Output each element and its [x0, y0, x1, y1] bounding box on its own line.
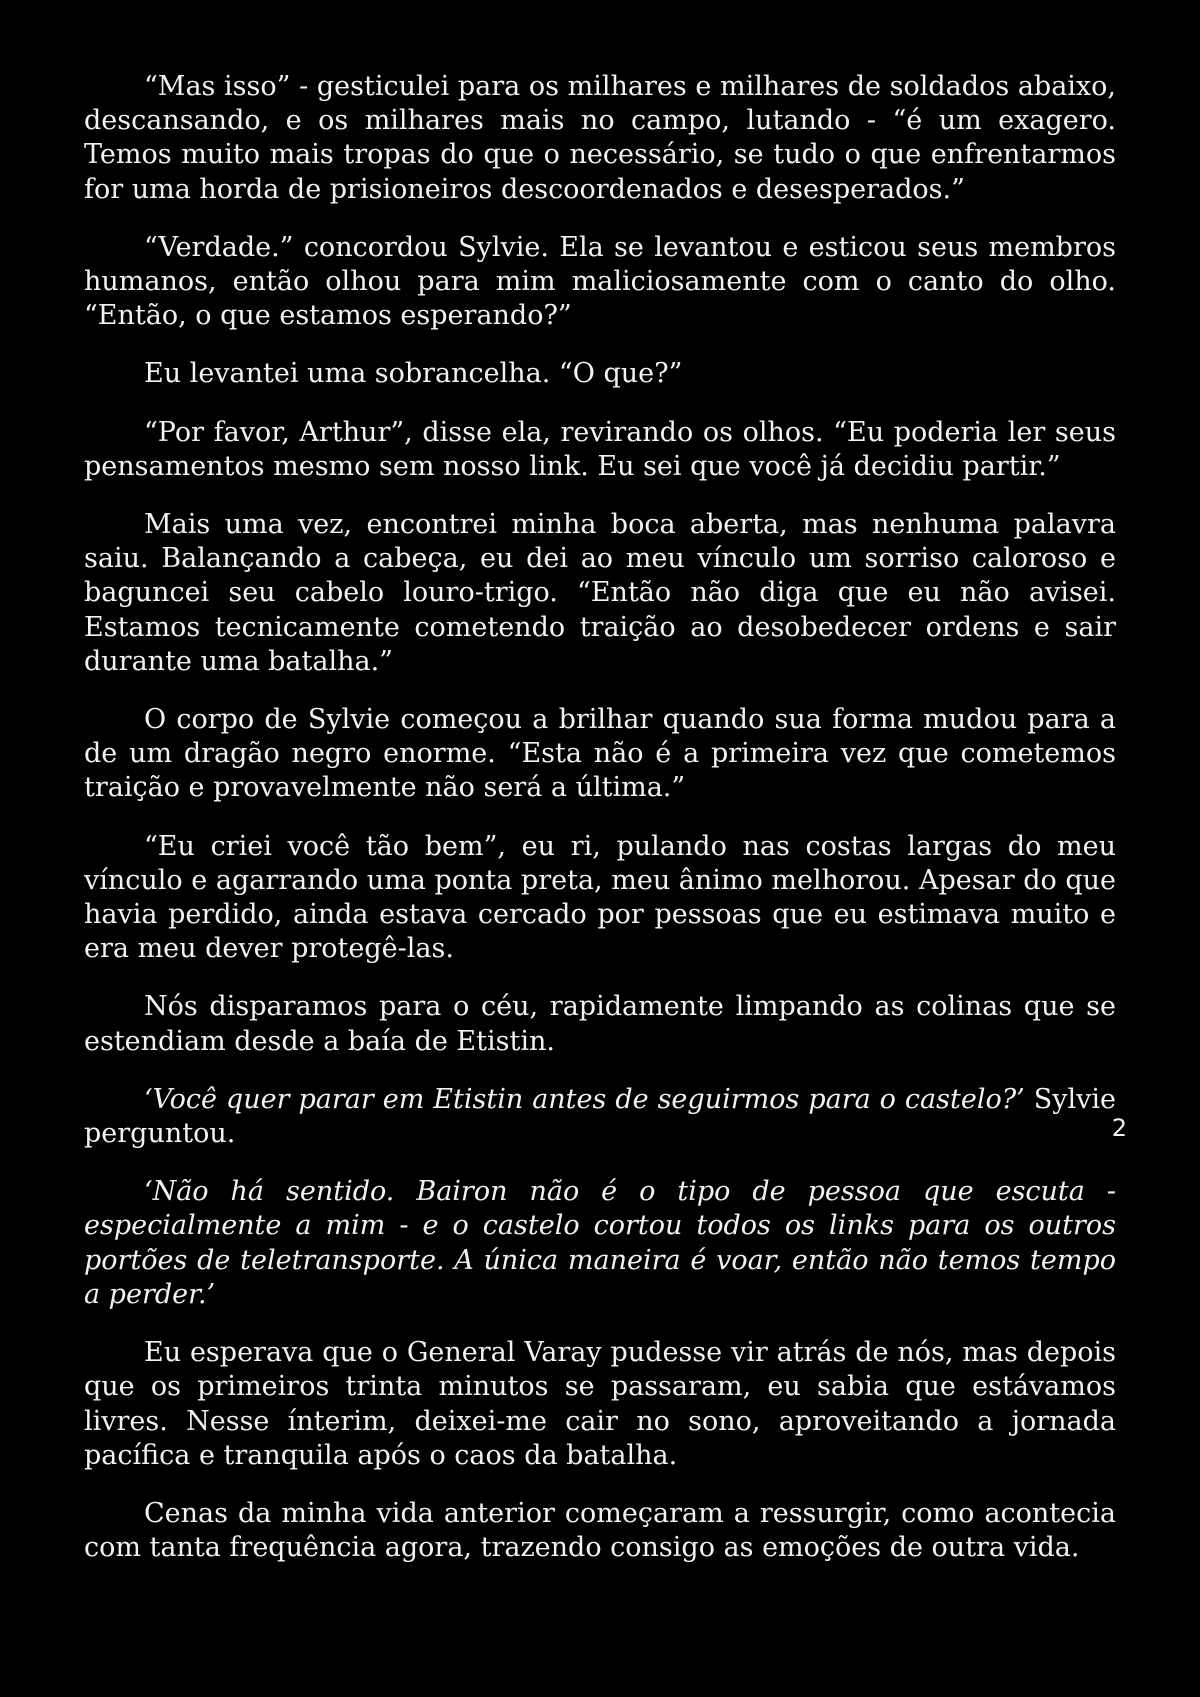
page-number: 2	[1111, 1114, 1127, 1142]
paragraph-5: Mais uma vez, encontrei minha boca aberta, mas nenhuma palavra saiu. Balançando a cabeça, eu dei ao meu vínculo um sorriso caloroso e baguncei seu cabelo louro-trigo. “Então não diga que eu não avisei. Estamos tecnicamente cometendo traição ao desobedecer ordens e sair durante uma batalha.”	[84, 509, 1116, 677]
paragraph-9-thought	[84, 1083, 1116, 1151]
paragraph-1: “Mas isso” - gesticulei para os milhares e milhares de soldados abaixo, descansando, e os milhares mais no campo, lutando - “é um exagero. Temos muito mais tropas do que o necessário, se tudo o que enfrentarmos for uma horda de prisioneiros descoordenados e desesperados.”	[84, 71, 1116, 205]
document-body	[84, 70, 1116, 1589]
paragraph-11: Eu esperava que o General Varay pudesse vir atrás de nós, mas depois que os primeiros trinta minutos se passaram, eu sabia que estávamos livres. Nesse ínterim, deixei-me cair no sono, aproveitando a jornada pacífica e tranquila após o caos da batalha.	[84, 1337, 1116, 1471]
paragraph-3: Eu levantei uma sobrancelha. “O que?”	[144, 358, 683, 390]
paragraph-12: Cenas da minha vida anterior começaram a ressurgir, como acontecia com tanta frequência agora, trazendo consigo as emoções de outra vida.	[84, 1497, 1116, 1564]
paragraph-2: “Verdade.” concordou Sylvie. Ela se levantou e esticou seus membros humanos, então olhou para mim maliciosamente com o canto do olho. “Então, o que estamos esperando?”	[84, 231, 1116, 332]
paragraph-4: “Por favor, Arthur”, disse ela, revirando os olhos. “Eu poderia ler seus pensamentos mesmo sem nosso link. Eu sei que você já decidiu partir.”	[84, 416, 1116, 482]
paragraph-6: O corpo de Sylvie começou a brilhar quando sua forma mudou para a de um dragão negro enorme. “Esta não é a primeira vez que cometemos traição e provavelmente não será a última.”	[84, 704, 1116, 804]
paragraph-10-thought: ‘Não há sentido. Bairon não é o tipo de pessoa que escuta - especialmente a mim - e o castelo cortou todos os links para os outros portões de teletransporte. A única maneira é voar, então não temos tempo a perder.’	[84, 1176, 1116, 1310]
thought-attribution: Sylvie perguntou.	[84, 1083, 1116, 1150]
paragraph-8: Nós disparamos para o céu, rapidamente limpando as colinas que se estendiam desde a baía de Etistin.	[84, 991, 1116, 1057]
thought-text: ‘Você quer parar em Etistin antes de seguirmos para o castelo?’	[144, 1083, 1025, 1115]
paragraph-7: “Eu criei você tão bem”, eu ri, pulando nas costas largas do meu vínculo e agarrando uma ponta preta, meu ânimo melhorou. Apesar do que havia perdido, ainda estava cercado por pessoas que eu estimava muito e era meu dever protegê-las.	[84, 830, 1116, 965]
